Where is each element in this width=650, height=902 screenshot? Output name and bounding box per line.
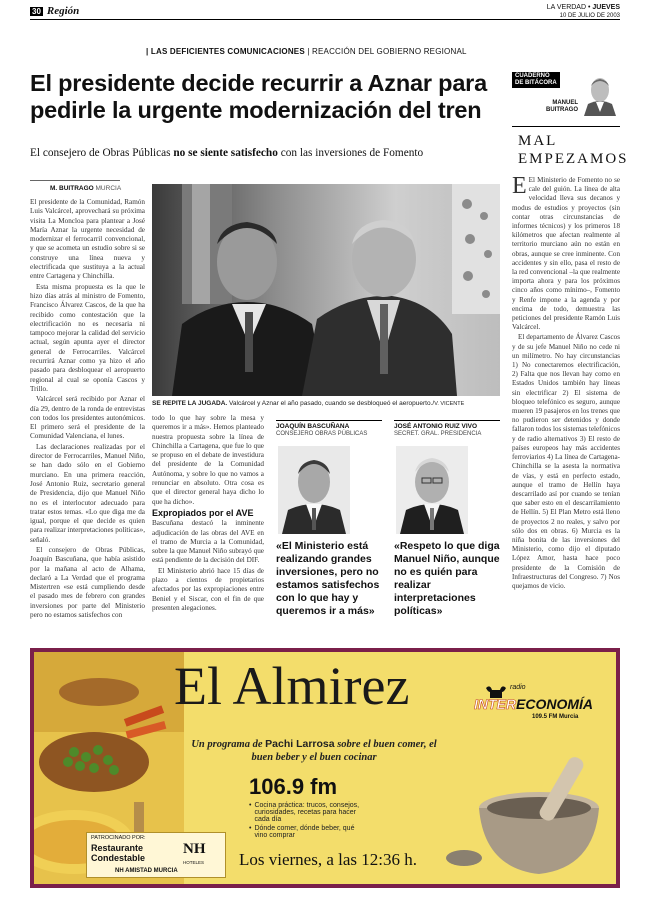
issue-day: JUEVES xyxy=(592,4,620,11)
column-paragraph: El departamento de Álvarez Cascos y de su jefe Manuel Niño no cede ni un milímetro. No hay circunstancias 1) No conectaremos electrificación, 2) Falta que nos llevan hay como en Estados Unidos también hay líneas sin electrificar 2) El sistema de bloqueo telefónico es seguro, aunque mueren 19 pasajeros en los trenes que no pudieron ser detenidos y donde fallaron todos los sistemas telefónicos y de radio alternativos 3) El resto de países europeos hay más accidentes ferroviarios 4) La línea de Cartagena-Chinchilla se la asesta la normativa de vías, y está en perfecto estado, aunque el tramo de Hellín haya descarrilado así por cuando se tenían que saber esto en el descarrilamiento de Hellín. 5) El Plan Metro está lleno de proyectos 2 no reales, y salvo por sólo dos en obras. 6) Murcia es la niña bonita de las inversiones del Ministerio, como dijo el diputado López Amor, hasta hace poco presidente de la Comisión de Infraestructuras del Congreso. 7) Nos quejamos de vicio. xyxy=(512,333,620,590)
page-number: 30 xyxy=(32,6,41,16)
columnist-last: BUITRAGO xyxy=(546,107,578,113)
column-tag xyxy=(512,72,560,88)
quote-2-role: SECRET. GRAL. PRESIDENCIA xyxy=(394,431,482,437)
article-paragraph: Bascuñana destacó la inminente adjudicación de las obras del AVE en el tramo de Murcia a la Comunidad, sobre la que Manuel Niño subrayó que está pendiente de la decisión del DIF. xyxy=(152,519,264,565)
column-tag-line-1: CUADERNO xyxy=(515,73,550,79)
ad-radio-brand-1: INTER xyxy=(474,696,516,712)
quote-rule xyxy=(276,420,382,421)
article-column-2 xyxy=(152,414,264,638)
column-title-line-1: MAL xyxy=(518,133,558,149)
advertisement[interactable] xyxy=(30,648,620,888)
quote-2-text: «Respeto lo que diga Manuel Niño, aunque no es quién para realizar interpretaciones políticas» xyxy=(394,540,500,617)
columnist-photo xyxy=(580,72,620,116)
masthead: LA VERDAD xyxy=(546,4,587,11)
column-title-line-2: EMPEZAMOS xyxy=(518,151,629,167)
ad-sponsor-hotel: NH AMISTAD MURCIA xyxy=(115,868,178,874)
ad-tagline-prefix: Un programa de xyxy=(191,739,266,750)
article-paragraph: El presidente de la Comunidad, Ramón Luis Valcárcel, aprovechará su próxima visita La Moncloa para plantear a José María Aznar la urgente necesidad de modernizar el ferrocarril convencional, y que se acometa un estudio sobre si se construye una línea nueva y electrificada que sustituya a la actual entre Cartagena y Chinchilla. xyxy=(30,198,145,281)
ad-bullet: • Cocina práctica: trucos, consejos, curiosidades, recetas para hacer cada día xyxy=(249,802,369,823)
byline xyxy=(50,185,121,192)
ad-tagline-suffix: sobre el buen comer, el buen beber y el buen cocinar xyxy=(251,739,437,763)
section-title: Región xyxy=(46,5,80,17)
quote-1-portrait xyxy=(278,446,350,534)
subhead xyxy=(30,147,500,160)
byline-author: M. BUITRAGO xyxy=(50,185,94,192)
kicker: | LAS DEFICIENTES COMUNICACIONES | REACCIÓN DEL GOBIERNO REGIONAL xyxy=(146,47,467,56)
ad-sponsor-hotel-small: HOTELES xyxy=(183,860,205,865)
byline-place: MURCIA xyxy=(95,185,122,192)
headline: El presidente decide recurrir a Aznar para pedirle la urgente modernización del tren xyxy=(30,70,487,123)
ad-bullets xyxy=(249,802,369,839)
issue-date: 10 DE JULIO DE 2003 xyxy=(559,13,620,19)
ad-sponsor-box xyxy=(86,832,226,878)
quote-1-name: JOAQUÍN BASCUÑANA xyxy=(276,423,350,430)
ad-schedule: Los viernes, a las 12:36 h. xyxy=(239,850,417,869)
article-paragraph: El Ministerio abrió hace 15 días de plazo a cientos de propietarios afectados por las expropiaciones entre Beniel y el Siscar, con el fin de que presenten alegaciones. xyxy=(152,566,264,612)
quote-2-name: JOSÉ ANTONIO RUIZ VIVO xyxy=(394,423,478,430)
article-paragraph: El consejero de Obras Públicas, Joaquín Bascuñana, que había asistido por la mañana al acto de Alhama, declaró a La Verdad que el programa Mistertren «se está cumpliendo desde el pasado mes de febrero con grandes inversiones por parte del Ministerio pero no estamos satisfechos con xyxy=(30,545,145,620)
ad-bullet: • Dónde comer, dónde beber, qué vino comprar xyxy=(249,825,369,839)
drop-cap: E xyxy=(512,176,527,199)
ad-frequency: 106.9 fm xyxy=(249,774,338,799)
columnist-first: MANUEL xyxy=(552,100,578,106)
subhead-part-3: con las inversiones de Fomento xyxy=(277,147,424,159)
quote-2-portrait xyxy=(396,446,468,534)
column-paragraph-text: El Ministerio de Fomento no se cale del guión. La línea de alta velocidad lleva sus decanos y modus de estudios y proyectos (sin contar otras circunstancias de informes técnicos) y los primeros 18 kilómetros que afectan realmente al territorio murciano aún no están en obras, aunque se cree inminente. Con accidentes y sin ello, pasa el resto de la red convencional –la que realmente importa ahora y para los próximos cinco años como mínimo–, Fomento y Renfe impone a la agenda y por encima de todo, demuestra las peticiones del presidente Ramón Luis Valcárcel. xyxy=(512,176,620,332)
article-paragraph: todo lo que hay sobre la mesa y queremos ir a más». Hemos planteado nuestra propuesta sobre la línea de Chinchilla a Cartagena, que fue lo que se propuso en el debate de investidura del presidente de la Comunidad Autónoma, y sobre lo que no vamos a renunciar en absoluto. Otra cosa es que el director general haya dicho lo que ha dicho». xyxy=(152,414,264,506)
columnist-name xyxy=(538,100,578,114)
photo-caption xyxy=(152,400,500,408)
ad-bullet-text: Cocina práctica: trucos, consejos, curiosidades, recetas para hacer cada día xyxy=(254,802,360,823)
ad-sponsor-name-1: Restaurante xyxy=(91,843,144,853)
column-rule xyxy=(512,126,620,127)
article-paragraph: Esta misma propuesta es la que le hizo días atrás al ministro de Fomento, Francisco Álvarez Cascos, de la que ha recibido como contestación que la electrificación no es necesaria ni tampoco mejorar la calidad del servicio actual, según apunta ayer el director general de Ferrocarriles. Valcárcel recurrirá Aznar como ya hizo el año pasado para desbloquear el aeropuerto regional al cual se oponía Cascos y Trillo. xyxy=(30,282,145,393)
photo-caption-text: Valcárcel y Aznar el año pasado, cuando se desbloqueó el aeropuerto./ xyxy=(227,400,435,407)
column-header xyxy=(512,72,620,122)
column-title xyxy=(518,132,629,168)
ad-tagline xyxy=(184,738,444,764)
ad-title: El Almirez xyxy=(174,656,410,716)
kicker-right: REACCIÓN DEL GOBIERNO REGIONAL xyxy=(312,47,467,56)
subhead-emphasis: no se siente satisfecho xyxy=(173,147,278,159)
article-column-1 xyxy=(30,198,145,638)
article-subtitle: Expropiados por el AVE xyxy=(152,507,254,518)
quote-1-text: «El Ministerio está realizando grandes inversiones, pero no estamos satisfechos con lo que hay y queremos ir a más» xyxy=(276,540,380,617)
ad-bullet-text: Dónde comer, dónde beber, qué vino comprar xyxy=(254,825,355,839)
header-rule xyxy=(30,19,620,20)
kicker-left: LAS DEFICIENTES COMUNICACIONES xyxy=(150,47,305,56)
quote-1-role: CONSEJERO OBRAS PÚBLICAS xyxy=(276,431,368,437)
subhead-part-1: El consejero de Obras Públicas xyxy=(30,147,174,159)
byline-rule xyxy=(30,180,120,181)
quote-rule xyxy=(394,420,500,421)
photo-caption-label: SE REPITE LA JUGADA. xyxy=(152,400,228,407)
column-body xyxy=(512,176,620,638)
ad-radio-freq: 109.5 FM Murcia xyxy=(532,714,579,720)
page-header-right: LA VERDAD • JUEVES 10 DE JULIO DE 2003 xyxy=(546,4,620,19)
ad-mortar-illustration xyxy=(444,748,620,884)
ad-sponsor-name-2: Condestable xyxy=(91,853,146,863)
ad-radio-small: radio xyxy=(510,684,526,691)
ad-sponsor-name xyxy=(91,843,145,863)
article-paragraph: Las declaraciones realizadas por el director de Ferrocarriles, Manuel Niño, se han dado sólo en el Gobierno murciano. En una primera reacción, José Antonio Ruiz, secretario general de Presidencia, dijo que Manuel Niño no es el interlocutor adecuado para tratar estos temas. «Lo que diga me da igual, porque el que decide es quien para realizar interpretaciones políticas», señaló. xyxy=(30,442,145,544)
column-paragraph xyxy=(512,176,620,332)
article-paragraph: Valcárcel será recibido por Aznar el día 29, dentro de la ronda de entrevistas con todos los presidentes autonómicos. El primero será el presidente de la Comunidad Valenciana, el lunes. xyxy=(30,395,145,441)
column-tag-line-2: DE BITÁCORA xyxy=(515,80,557,86)
main-photo xyxy=(152,184,500,396)
ad-tagline-name: Pachi Larrosa xyxy=(265,738,335,750)
photo-credit: V. VICENTE xyxy=(434,401,465,407)
ad-sponsor-logo: NH xyxy=(183,841,206,857)
ad-sponsor-label: PATROCINADO POR: xyxy=(91,835,146,841)
ad-radio-brand xyxy=(474,696,593,712)
page-header-left xyxy=(30,5,79,17)
ad-radio-brand-2: ECONOMÍA xyxy=(516,696,593,712)
